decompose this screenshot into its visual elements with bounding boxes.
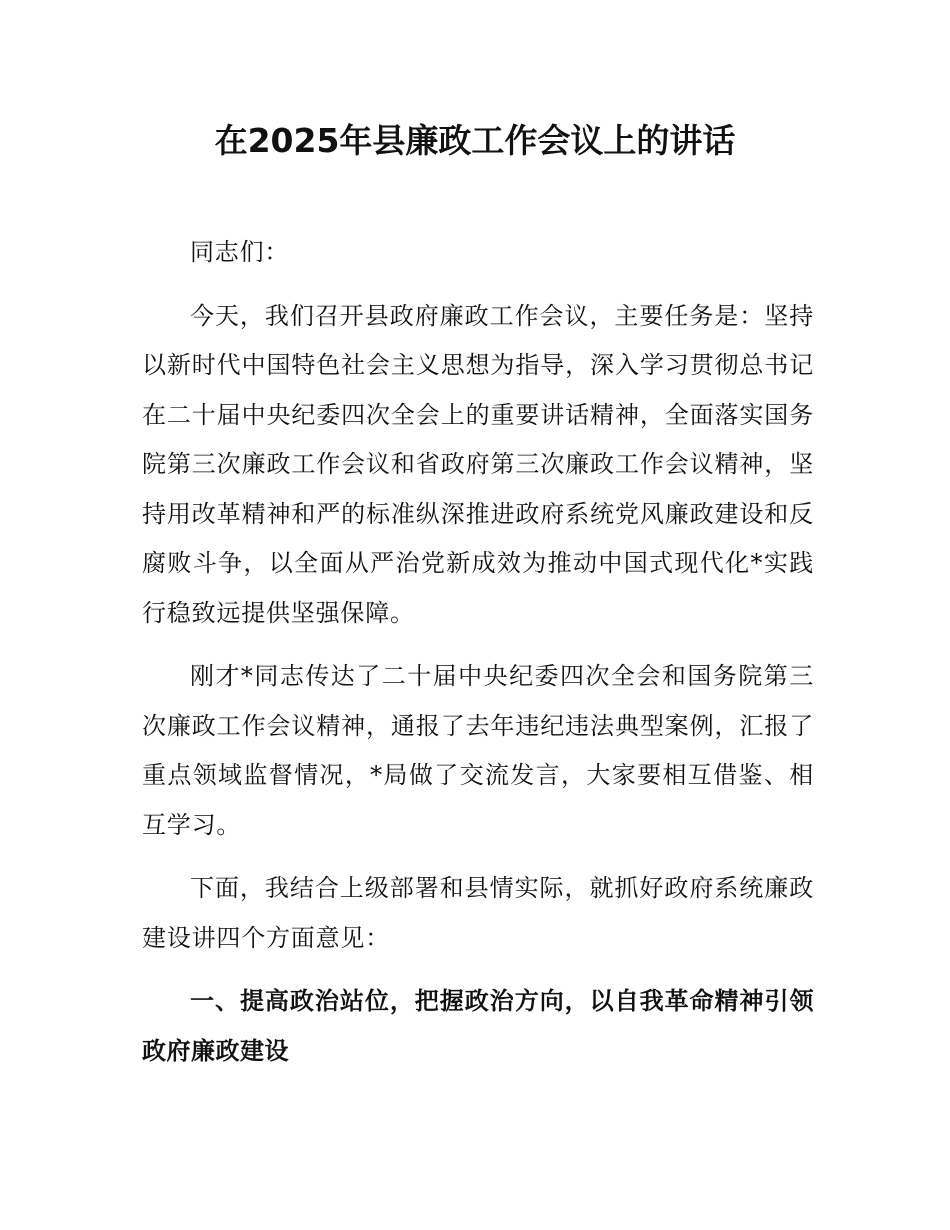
greeting: 同志们： <box>190 238 290 266</box>
document-body <box>142 228 814 1076</box>
paragraph-transition: 下面，我结合上级部署和县情实际，就抓好政府系统廉政建设讲四个方面意见： <box>142 874 814 952</box>
document-title: 在2025年县廉政工作会议上的讲话 <box>214 121 736 160</box>
section-heading-1: 一、提高政治站位，把握政治方向，以自我革命精神引领政府廉政建设 <box>142 987 814 1065</box>
paragraph-intro: 今天，我们召开县政府廉政工作会议，主要任务是：坚持以新时代中国特色社会主义思想为指导，深入学习贯彻总书记在二十届中央纪委四次全会上的重要讲话精神，全面落实国务院第三次廉政工作会议和省政府第三次廉政工作会议精神，坚持用改革精神和严的标准纵深推进政府系统党风廉政建设和反腐败斗争，以全面从严治党新成效为推动中国式现代化*实践行稳致远提供坚强保障。 <box>142 301 814 627</box>
paragraph-review: 刚才*同志传达了二十届中央纪委四次全会和国务院第三次廉政工作会议精神，通报了去年违纪违法典型案例，汇报了重点领域监督情况，*局做了交流发言，大家要相互借鉴、相互学习。 <box>142 662 814 839</box>
